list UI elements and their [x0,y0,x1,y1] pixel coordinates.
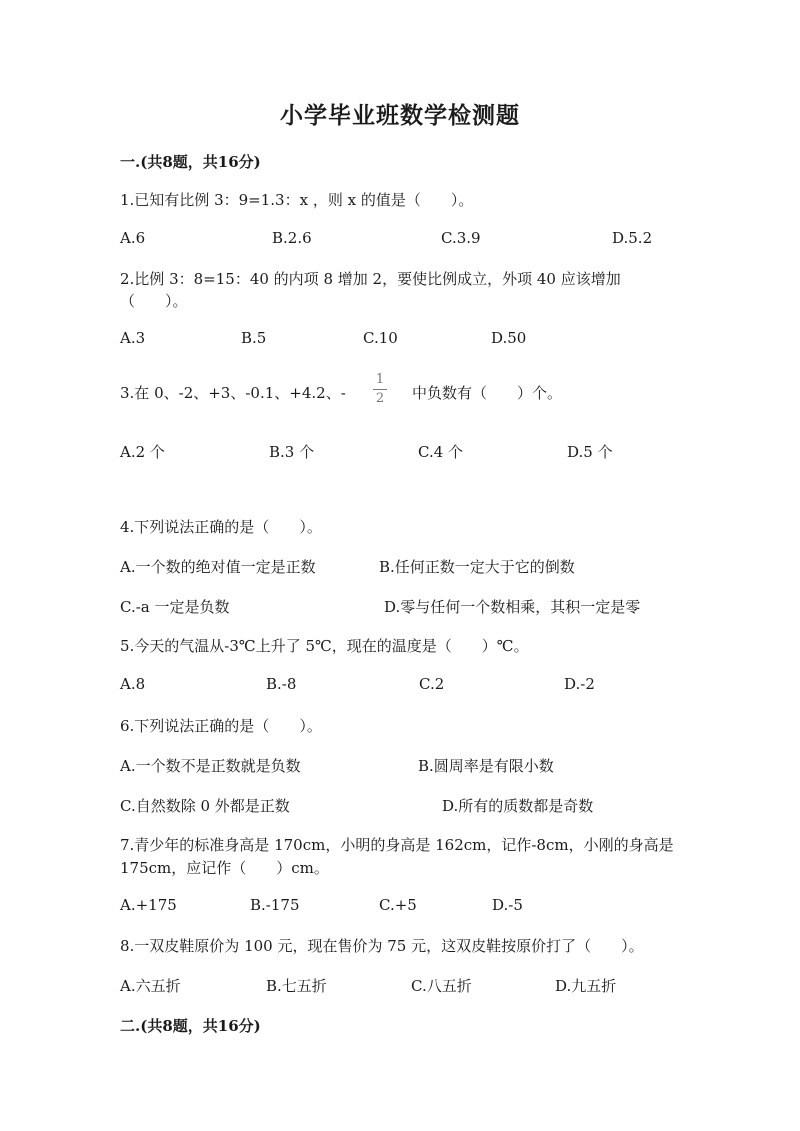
q4-option-d: D.零与任何一个数相乘，其积一定是零 [384,598,641,616]
q2-option-a: A.3 [120,329,146,347]
q3-option-b: B.3 个 [269,443,315,461]
q6-option-c: C.自然数除 0 外都是正数 [120,797,290,815]
q3-option-c: C.4 个 [418,443,464,461]
fraction-numerator: 1 [375,372,385,387]
q6-option-b: B.圆周率是有限小数 [418,757,554,775]
question-3-part-1: 3.在 0、-2、+3、-0.1、+4.2、- [120,384,346,402]
q1-option-a: A.6 [120,229,146,247]
q6-option-a: A.一个数不是正数就是负数 [120,757,301,775]
question-2-line-1: 2.比例 3：8=15：40 的内项 8 增加 2，要使比例成立，外项 40 应该增加 [120,270,621,288]
q8-option-b: B.七五折 [266,977,327,995]
q8-option-a: A.六五折 [120,977,181,995]
q8-option-c: C.八五折 [411,977,472,995]
q7-option-a: A.+175 [120,896,177,914]
q5-option-d: D.-2 [564,675,595,693]
section-header-2: 二.(共8题，共16分) [120,1017,261,1035]
q2-option-c: C.10 [363,329,398,347]
q3-option-a: A.2 个 [120,443,165,461]
q8-option-d: D.九五折 [555,977,617,995]
q5-option-c: C.2 [419,675,445,693]
q5-option-a: A.8 [120,675,146,693]
q1-option-c: C.3.9 [441,229,481,247]
question-1: 1.已知有比例 3：9=1.3：x ，则 x 的值是（ ）。 [120,191,474,209]
q4-option-a: A.一个数的绝对值一定是正数 [120,558,316,576]
question-2-line-2: （ ）。 [120,292,188,310]
fraction-denominator: 2 [375,391,385,406]
q2-option-b: B.5 [241,329,267,347]
question-5: 5.今天的气温从-3℃上升了 5℃，现在的温度是（ ）℃。 [120,637,529,655]
q7-option-d: D.-5 [492,896,523,914]
question-7-line-2: 175cm，应记作（ ）cm。 [120,859,329,877]
q4-option-c: C.-a 一定是负数 [120,598,230,616]
q3-option-d: D.5 个 [567,443,613,461]
q1-option-d: D.5.2 [612,229,653,247]
q5-option-b: B.-8 [266,675,297,693]
q6-option-d: D.所有的质数都是奇数 [442,797,594,815]
q7-option-b: B.-175 [250,896,300,914]
page-title: 小学毕业班数学检测题 [280,102,520,129]
question-3-part-2: 中负数有（ ）个。 [412,384,563,402]
q4-option-b: B.任何正数一定大于它的倒数 [379,558,575,576]
question-8: 8.一双皮鞋原价为 100 元，现在售价为 75 元，这双皮鞋按原价打了（ ）。 [120,937,644,955]
section-header-1: 一.(共8题，共16分) [120,153,261,171]
q1-option-b: B.2.6 [272,229,312,247]
fraction-bar [373,389,387,390]
q2-option-d: D.50 [491,329,527,347]
question-4: 4.下列说法正确的是（ ）。 [120,518,322,536]
q7-option-c: C.+5 [379,896,417,914]
question-7-line-1: 7.青少年的标准身高是 170cm，小明的身高是 162cm，记作-8cm，小刚的身高是 [120,836,674,854]
fraction-one-half [372,373,388,406]
question-6: 6.下列说法正确的是（ ）。 [120,717,322,735]
